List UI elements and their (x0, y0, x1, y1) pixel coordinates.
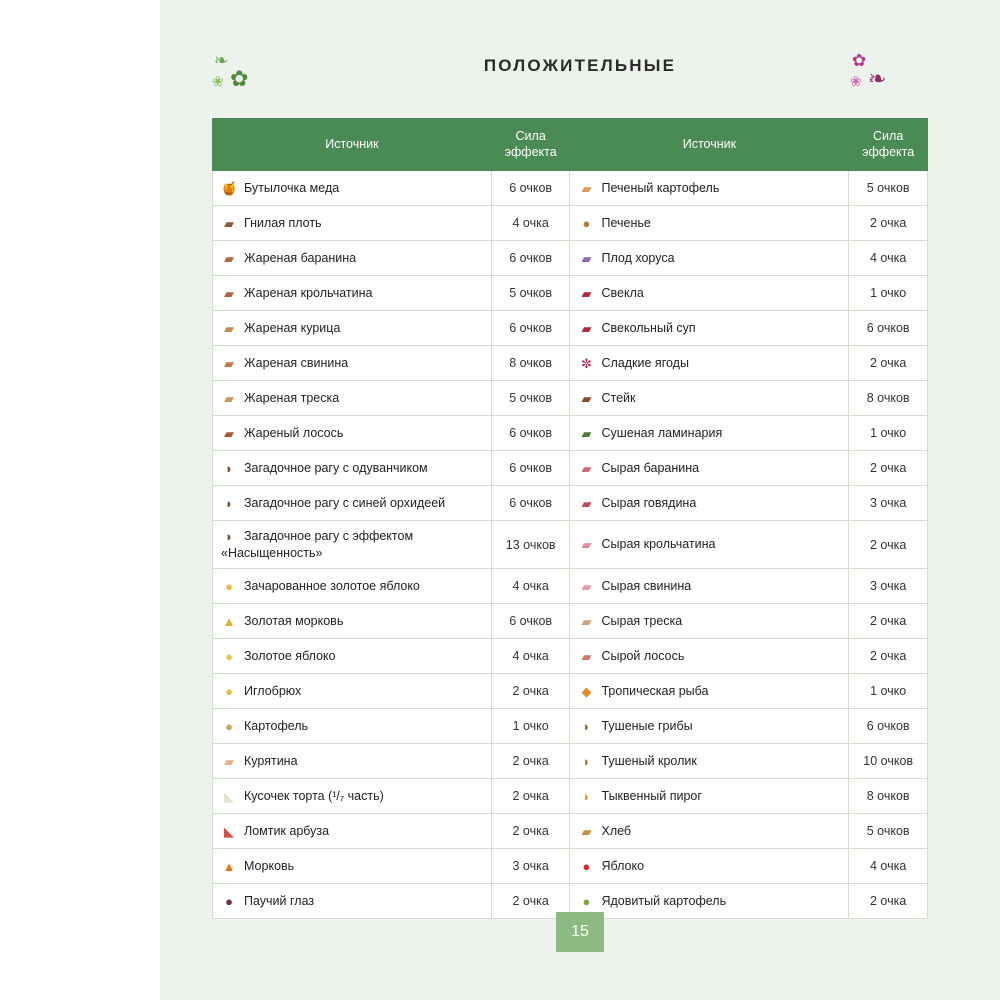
source-label: Жареный лосось (244, 426, 344, 441)
source-label: Морковь (244, 858, 295, 873)
power-cell-right: 8 очков (849, 778, 928, 813)
source-cell-left (213, 241, 492, 276)
source-cell-left (213, 778, 492, 813)
suspicious-stew-icon: ◗ (225, 461, 233, 477)
source-label: Тушеные грибы (601, 718, 693, 733)
flower-swirl-icon: ❀ (212, 73, 224, 89)
power-cell-left: 6 очков (491, 171, 570, 206)
source-label: Бутылочка меда (244, 181, 340, 196)
page-number: 15 (571, 923, 589, 940)
source-cell-right (570, 638, 849, 673)
source-label: Сырая говядина (601, 496, 697, 511)
cooked-rabbit-icon: ▰ (224, 286, 234, 302)
table-row (213, 311, 928, 346)
power-cell-right: 2 очка (849, 346, 928, 381)
source-label: Тушеный кролик (601, 753, 697, 768)
source-cell-left (213, 708, 492, 743)
dried-kelp-icon: ▰ (581, 426, 592, 442)
beetroot-soup-icon: ▰ (581, 321, 592, 337)
source-cell-right (570, 171, 849, 206)
source-cell-left (213, 883, 492, 918)
source-cell-right (570, 521, 849, 569)
power-cell-right: 2 очка (849, 603, 928, 638)
power-header-line2: эффекта (504, 144, 557, 159)
cooked-salmon-icon: ▰ (224, 426, 234, 442)
source-label: Стейк (601, 391, 636, 406)
source-label: Свекольный суп (601, 321, 696, 336)
table-row (213, 346, 928, 381)
table-row (213, 276, 928, 311)
source-label: Загадочное рагу с синей орхидеей (244, 496, 446, 511)
power-cell-left: 2 очка (491, 883, 570, 918)
cooked-porkchop-icon: ▰ (224, 356, 234, 372)
power-cell-left: 6 очков (491, 486, 570, 521)
table-row (213, 673, 928, 708)
source-label: Ломтик арбуза (244, 823, 330, 838)
power-cell-right: 2 очка (849, 206, 928, 241)
source-label: Печеный картофель (601, 181, 720, 196)
source-cell-left (213, 206, 492, 241)
source-cell-right (570, 276, 849, 311)
power-cell-right: 3 очка (849, 486, 928, 521)
power-cell-left: 6 очков (491, 311, 570, 346)
table-row (213, 206, 928, 241)
source-label: Жареная баранина (244, 251, 357, 266)
suspicious-stew-icon: ◗ (225, 529, 233, 545)
source-cell-left (213, 486, 492, 521)
source-label: Картофель (244, 718, 309, 733)
power-cell-right: 6 очков (849, 708, 928, 743)
source-cell-right (570, 451, 849, 486)
source-label: Тыквенный пирог (601, 788, 702, 803)
source-label: Золотая морковь (244, 613, 344, 628)
source-cell-left (213, 451, 492, 486)
flower-swirl-icon: ✿ (230, 66, 249, 91)
source-cell-left (213, 743, 492, 778)
spider-eye-icon: ● (225, 893, 233, 909)
source-label: Печенье (601, 216, 651, 231)
source-cell-left (213, 276, 492, 311)
rotten-flesh-icon: ▰ (224, 216, 234, 232)
page-header (160, 48, 1000, 104)
source-cell-right (570, 848, 849, 883)
golden-carrot-icon: ▲ (222, 613, 236, 629)
power-cell-left: 5 очков (491, 276, 570, 311)
effects-table (212, 118, 928, 919)
power-cell-left: 4 очка (491, 638, 570, 673)
bread-icon: ▰ (581, 823, 592, 839)
power-cell-left: 5 очков (491, 381, 570, 416)
pumpkin-pie-icon: ◗ (582, 788, 591, 804)
power-cell-left: 2 очка (491, 673, 570, 708)
source-cell-left (213, 416, 492, 451)
power-cell-left: 2 очка (491, 813, 570, 848)
table-row (213, 521, 928, 569)
source-cell-right (570, 603, 849, 638)
power-cell-right: 3 очка (849, 568, 928, 603)
tropical-fish-icon: ◆ (581, 683, 592, 699)
source-cell-left (213, 673, 492, 708)
table-row (213, 638, 928, 673)
flower-swirl-icon: ✿ (852, 51, 867, 70)
steak-icon: ▰ (581, 391, 592, 407)
power-cell-left: 4 очка (491, 206, 570, 241)
power-cell-left: 8 очков (491, 346, 570, 381)
poisonous-potato-icon: ● (582, 893, 591, 909)
pufferfish-icon: ● (225, 683, 233, 699)
source-cell-left (213, 311, 492, 346)
source-cell-right (570, 778, 849, 813)
source-label: Жареная крольчатина (244, 286, 373, 301)
source-label: Плод хоруса (601, 251, 675, 266)
source-cell-right (570, 673, 849, 708)
power-cell-right: 5 очков (849, 813, 928, 848)
table-head (213, 119, 928, 171)
flower-swirl-icon: ❧ (868, 66, 887, 91)
cooked-cod-icon: ▰ (224, 391, 234, 407)
melon-slice-icon: ◣ (224, 823, 234, 839)
raw-cod-icon: ▰ (581, 613, 592, 629)
table-row (213, 171, 928, 206)
column-header-source-left: Источник (213, 119, 492, 171)
table-row (213, 451, 928, 486)
raw-mutton-icon: ▰ (581, 461, 592, 477)
table-row (213, 848, 928, 883)
source-label: Загадочное рагу с одуванчиком (244, 461, 428, 476)
source-label: Золотое яблоко (244, 648, 336, 663)
cake-slice-icon: ◣ (224, 788, 234, 804)
power-cell-right: 2 очка (849, 883, 928, 918)
source-cell-left (213, 568, 492, 603)
source-label: Ядовитый картофель (601, 893, 727, 908)
source-label: Жареная свинина (244, 356, 349, 371)
honey-bottle-icon: 🍯 (221, 181, 238, 197)
suspicious-stew-icon: ◗ (225, 496, 233, 512)
decorative-swirls-right (844, 48, 924, 104)
power-cell-right: 5 очков (849, 171, 928, 206)
table-row (213, 381, 928, 416)
effects-table-container (212, 118, 928, 919)
column-header-source-right: Источник (570, 119, 849, 171)
column-header-power-right (849, 119, 928, 171)
source-label: Загадочное рагу с эффектом «Насыщенность» (221, 529, 414, 560)
source-label: Сырая свинина (601, 578, 692, 593)
book-page (160, 0, 1000, 1000)
power-cell-right: 10 очков (849, 743, 928, 778)
source-label: Яблоко (601, 858, 645, 873)
source-label: Зачарованное золотое яблоко (244, 578, 420, 593)
carrot-icon: ▲ (222, 858, 236, 874)
power-cell-left: 1 очко (491, 708, 570, 743)
cooked-mutton-icon: ▰ (224, 251, 234, 267)
raw-rabbit-icon: ▰ (581, 537, 592, 553)
power-cell-right: 8 очков (849, 381, 928, 416)
power-cell-left: 6 очков (491, 416, 570, 451)
source-cell-right (570, 708, 849, 743)
source-label: Паучий глаз (244, 893, 315, 908)
potato-icon: ● (225, 718, 233, 734)
power-cell-left: 6 очков (491, 451, 570, 486)
cookie-icon: ● (582, 216, 591, 232)
source-cell-right (570, 346, 849, 381)
source-cell-left (213, 638, 492, 673)
source-label: Хлеб (601, 823, 632, 838)
power-cell-left: 4 очка (491, 568, 570, 603)
source-cell-right (570, 241, 849, 276)
cooked-chicken-icon: ▰ (224, 321, 234, 337)
source-label: Кусочек торта (¹/₇ часть) (244, 788, 384, 803)
power-cell-right: 1 очко (849, 416, 928, 451)
source-cell-left (213, 346, 492, 381)
sweet-berries-icon: ✼ (581, 356, 592, 372)
power-cell-right: 6 очков (849, 311, 928, 346)
source-label: Сырой лосось (601, 648, 685, 663)
power-cell-left: 6 очков (491, 603, 570, 638)
source-label: Гнилая плоть (244, 216, 322, 231)
source-cell-right (570, 743, 849, 778)
power-cell-left: 2 очка (491, 743, 570, 778)
power-cell-right: 2 очка (849, 638, 928, 673)
apple-icon: ● (582, 858, 591, 874)
power-cell-right: 2 очка (849, 521, 928, 569)
raw-salmon-icon: ▰ (581, 648, 592, 664)
source-label: Свекла (601, 286, 644, 301)
power-cell-left: 13 очков (491, 521, 570, 569)
table-row (213, 603, 928, 638)
source-label: Сырая треска (601, 613, 683, 628)
table-row (213, 708, 928, 743)
source-label: Жареная курица (244, 321, 341, 336)
table-row (213, 813, 928, 848)
table-row (213, 743, 928, 778)
chorus-fruit-icon: ▰ (581, 251, 592, 267)
beetroot-icon: ▰ (581, 286, 592, 302)
source-cell-right (570, 416, 849, 451)
table-body (213, 171, 928, 919)
power-cell-left: 3 очка (491, 848, 570, 883)
power-header-line2: эффекта (862, 144, 915, 159)
table-row (213, 241, 928, 276)
source-label: Сырая крольчатина (601, 537, 716, 552)
table-header-row (213, 119, 928, 171)
power-cell-right: 2 очка (849, 451, 928, 486)
source-cell-left (213, 381, 492, 416)
table-row (213, 778, 928, 813)
table-row (213, 416, 928, 451)
baked-potato-icon: ▰ (581, 181, 592, 197)
source-label: Курятина (244, 753, 298, 768)
source-cell-right (570, 486, 849, 521)
power-header-line1: Сила (873, 129, 904, 143)
golden-apple-icon: ● (225, 648, 233, 664)
source-label: Иглобрюх (244, 683, 302, 698)
enchanted-golden-apple-icon: ● (225, 578, 233, 594)
power-cell-right: 4 очка (849, 848, 928, 883)
source-cell-left (213, 521, 492, 569)
raw-porkchop-icon: ▰ (581, 578, 592, 594)
page-title: ПОЛОЖИТЕЛЬНЫЕ (483, 56, 677, 75)
table-row (213, 568, 928, 603)
source-cell-left (213, 171, 492, 206)
raw-chicken-icon: ▰ (224, 753, 234, 769)
source-cell-left (213, 813, 492, 848)
page-number-badge (556, 912, 604, 952)
source-cell-right (570, 311, 849, 346)
source-cell-right (570, 813, 849, 848)
source-label: Сладкие ягоды (601, 356, 689, 371)
power-header-line1: Сила (515, 129, 546, 143)
source-label: Жареная треска (244, 391, 340, 406)
power-cell-left: 6 очков (491, 241, 570, 276)
power-cell-right: 1 очко (849, 673, 928, 708)
mushroom-stew-icon: ◗ (582, 718, 591, 734)
table-row (213, 486, 928, 521)
source-cell-right (570, 883, 849, 918)
flower-swirl-icon: ❧ (214, 51, 229, 70)
source-cell-right (570, 381, 849, 416)
flower-swirl-icon: ❀ (850, 73, 862, 89)
power-cell-right: 4 очка (849, 241, 928, 276)
raw-beef-icon: ▰ (581, 496, 592, 512)
power-cell-right: 1 очко (849, 276, 928, 311)
source-cell-left (213, 603, 492, 638)
source-label: Тропическая рыба (601, 683, 709, 698)
rabbit-stew-icon: ◗ (582, 753, 591, 769)
source-cell-right (570, 206, 849, 241)
source-cell-right (570, 568, 849, 603)
column-header-power-left (491, 119, 570, 171)
source-label: Сушеная ламинария (601, 426, 723, 441)
power-cell-left: 2 очка (491, 778, 570, 813)
source-label: Сырая баранина (601, 461, 700, 476)
source-cell-left (213, 848, 492, 883)
